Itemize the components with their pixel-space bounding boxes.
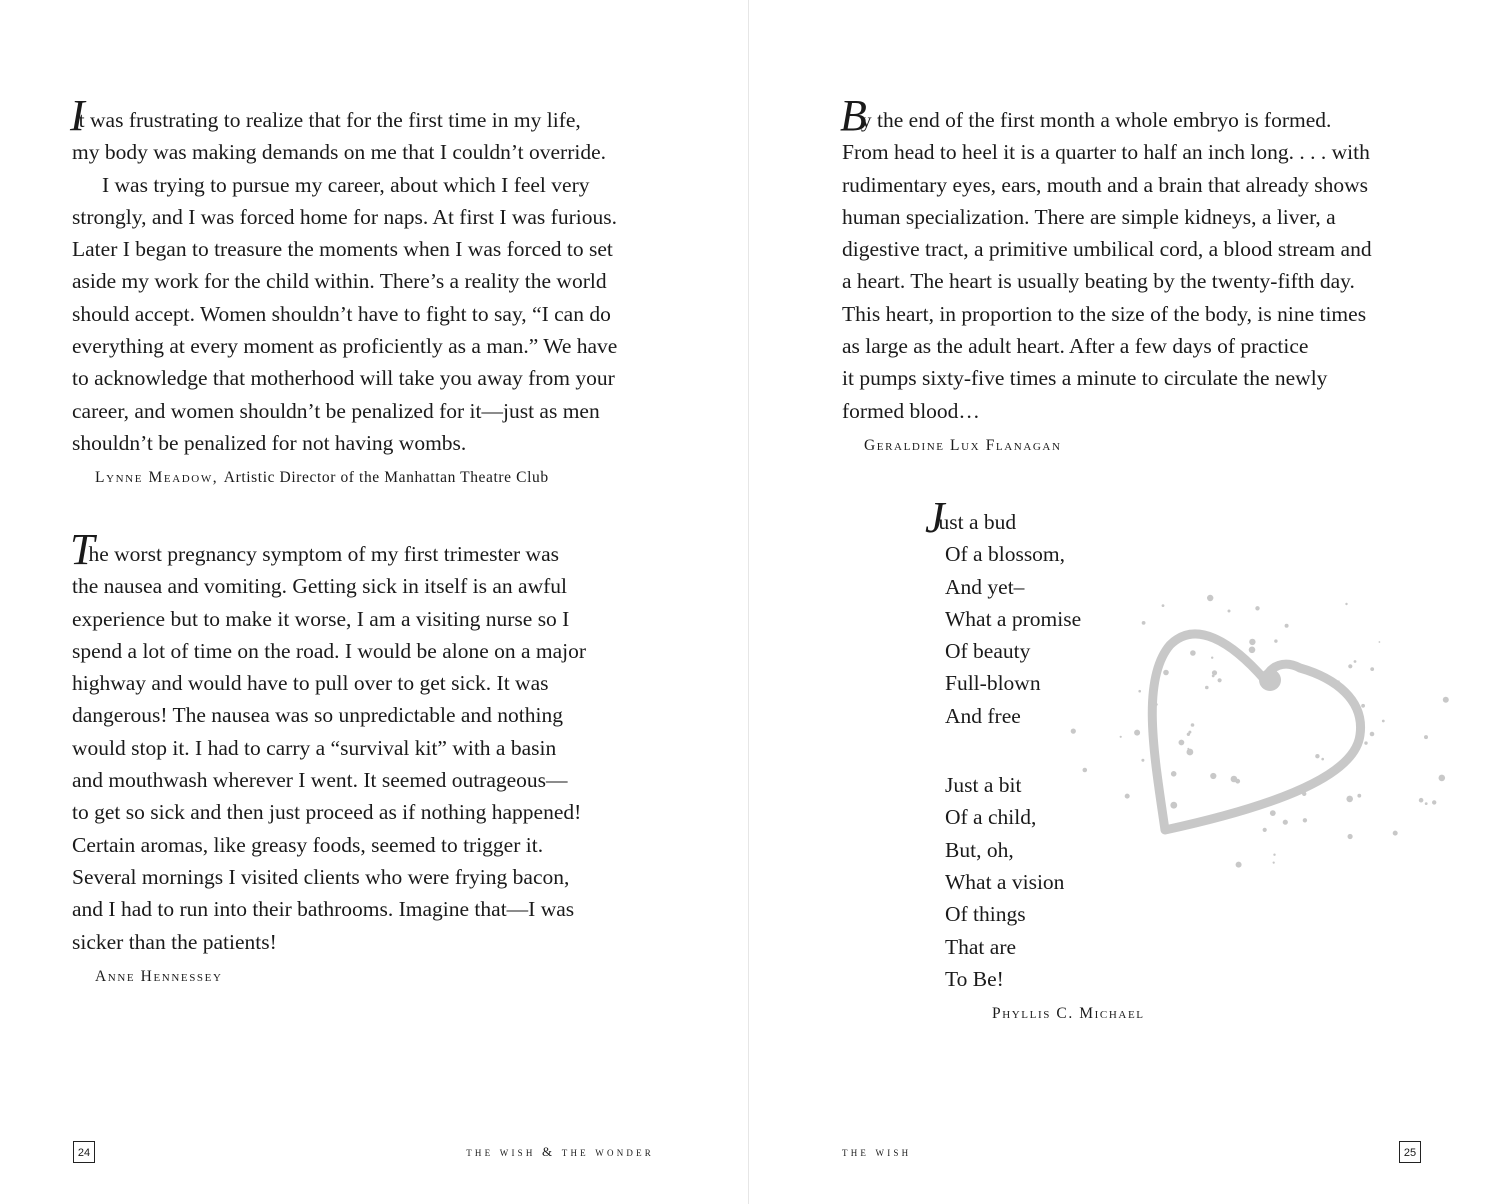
splatter-dot xyxy=(1163,670,1169,676)
poem-line xyxy=(945,538,1081,570)
splatter-dot xyxy=(1364,741,1367,744)
splatter-dot xyxy=(1138,690,1141,693)
poem-line-content: That are xyxy=(945,934,1017,959)
author-name: Lynne Meadow, xyxy=(95,469,219,486)
poem-line-content: Full-blown xyxy=(945,671,1041,696)
attribution-meadow xyxy=(95,469,549,487)
attribution-hennessey xyxy=(95,968,223,986)
text-line xyxy=(72,635,586,667)
splatter-dot xyxy=(1125,794,1130,799)
text-line-content: as large as the adult heart. After a few days of practice xyxy=(842,334,1309,359)
poem-line: Just a bud xyxy=(925,493,1017,542)
text-line xyxy=(72,427,617,459)
text-line-content: From head to heel it is a quarter to half an inch long. . . . with xyxy=(842,140,1370,165)
splatter-dot xyxy=(1346,796,1353,803)
text-line xyxy=(842,298,1372,330)
poem-line xyxy=(945,898,1081,930)
splatter-dot xyxy=(1357,794,1361,798)
text-line-content: rudimentary eyes, ears, mouth and a brain that already shows xyxy=(842,172,1368,197)
poem-line xyxy=(945,635,1081,667)
text-line: The worst pregnancy symptom of my first trimester was xyxy=(70,525,559,574)
text-line-content: shouldn’t be penalized for not having wombs. xyxy=(72,430,467,455)
text-line xyxy=(842,201,1372,233)
splatter-dot xyxy=(1348,834,1353,839)
splatter-dot xyxy=(1179,740,1185,746)
heart-illustration-icon xyxy=(1070,560,1450,900)
stanza-break xyxy=(945,732,1081,769)
splatter-dot xyxy=(1171,771,1177,777)
text-line xyxy=(842,233,1372,265)
splatter-dot xyxy=(1255,606,1259,610)
text-line-content: Several mornings I visited clients who were frying bacon, xyxy=(72,864,570,889)
poem-line-content: What a promise xyxy=(945,606,1082,631)
poem-line xyxy=(945,603,1081,635)
splatter-dot xyxy=(1205,686,1209,690)
text-line-content: experience but to make it worse, I am a visiting nurse so I xyxy=(72,606,570,631)
text-line: It was frustrating to realize that for the first time in my life, xyxy=(70,91,581,140)
text-line xyxy=(72,699,586,731)
author-name: Phyllis C. Michael xyxy=(992,1005,1145,1022)
poem-line xyxy=(945,667,1081,699)
splatter-dot xyxy=(1120,736,1122,738)
splatter-dot xyxy=(1190,650,1196,656)
text-line xyxy=(72,233,617,265)
splatter-dot xyxy=(1315,754,1319,758)
splatter-dot xyxy=(1273,854,1275,856)
poem-line-content: Just a bit xyxy=(945,773,1022,798)
poem-line-content: Of beauty xyxy=(945,639,1031,664)
poem-line-content: ust a bud xyxy=(938,510,1017,534)
text-line xyxy=(72,201,617,233)
poem-line-content: Of a child, xyxy=(945,805,1037,830)
splatter-dot xyxy=(1354,660,1357,663)
page-number: 24 xyxy=(73,1141,95,1163)
text-line-content: spend a lot of time on the road. I would be alone on a major xyxy=(72,638,587,663)
poem-line-content: And yet– xyxy=(945,574,1025,599)
poem-line-content: What a vision xyxy=(945,869,1065,894)
attribution-flanagan xyxy=(864,437,1062,455)
text-line-content: y the end of the first month a whole embryo is formed. xyxy=(860,108,1332,132)
splatter-dot xyxy=(1273,862,1275,864)
splatter-dot xyxy=(1439,775,1446,782)
splatter-dot xyxy=(1424,735,1428,739)
splatter-dot xyxy=(1187,733,1190,736)
splatter-dot xyxy=(1071,729,1076,734)
splatter-dot xyxy=(1379,641,1381,643)
splatter-dot xyxy=(1249,647,1256,654)
poem-line xyxy=(945,834,1081,866)
splatter-dot xyxy=(1142,621,1146,625)
text-line xyxy=(842,330,1372,362)
splatter-dot xyxy=(1274,639,1277,642)
splatter-dot xyxy=(1263,828,1267,832)
poem-line xyxy=(945,801,1081,833)
text-line-content: would stop it. I had to carry a “survival kit” with a basin xyxy=(72,735,557,760)
splatter-dot xyxy=(1228,610,1231,613)
text-line-content: This heart, in proportion to the size of the body, is nine times xyxy=(842,301,1367,326)
text-line-content: career, and women shouldn’t be penalized for it—just as men xyxy=(72,398,600,423)
running-head: the wish & the wonder xyxy=(466,1144,654,1159)
poem-line xyxy=(945,963,1081,995)
text-line xyxy=(72,732,586,764)
text-line-content: highway and would have to pull over to get sick. It was xyxy=(72,671,549,696)
text-line-content: and I had to run into their bathrooms. Imagine that—I was xyxy=(72,897,575,922)
text-line xyxy=(72,796,586,828)
text-line xyxy=(72,667,586,699)
splatter-dot xyxy=(1236,862,1242,868)
text-line-content: formed blood… xyxy=(842,398,980,423)
text-line-content: my body was making demands on me that I couldn’t override. xyxy=(72,140,607,165)
text-line-content: should accept. Women shouldn’t have to fight to say, “I can do xyxy=(72,301,611,326)
splatter-dot xyxy=(1321,758,1324,761)
splatter-dot xyxy=(1348,664,1352,668)
author-name: Anne Hennessey xyxy=(95,968,223,985)
text-line xyxy=(842,395,1372,427)
poem-line-content: Of a blossom, xyxy=(945,542,1066,567)
text-line xyxy=(72,265,617,297)
splatter-dot xyxy=(1162,604,1165,607)
text-line-content: the nausea and vomiting. Getting sick in itself is an awful xyxy=(72,574,567,599)
splatter-dot xyxy=(1218,678,1222,682)
text-line-content: I was trying to pursue my career, about which I feel very xyxy=(102,172,590,197)
splatter-dot xyxy=(1283,820,1288,825)
splatter-dot xyxy=(1083,768,1088,773)
text-line-content: everything at every moment as proficiently as a man.” We have xyxy=(72,334,618,359)
text-line-content: Certain aromas, like greasy foods, seemed to trigger it. xyxy=(72,832,544,857)
text-line xyxy=(72,362,617,394)
text-line-content: to acknowledge that motherhood will take you away from your xyxy=(72,366,615,391)
poem-line-content: And free xyxy=(945,703,1021,728)
splatter-dot xyxy=(1170,802,1177,809)
text-line-content: aside my work for the child within. There’s a reality the world xyxy=(72,269,607,294)
splatter-dot xyxy=(1345,603,1347,605)
splatter-dot xyxy=(1370,667,1374,671)
author-name: Geraldine Lux Flanagan xyxy=(864,437,1062,454)
text-line-content: dangerous! The nausea was so unpredictable and nothing xyxy=(72,703,563,728)
attribution-michael xyxy=(992,1005,1145,1023)
splatter-dot xyxy=(1432,800,1436,804)
poem-line xyxy=(945,571,1081,603)
text-line xyxy=(842,136,1372,168)
poem-line-content: To Be! xyxy=(945,966,1004,991)
running-head: the wish xyxy=(842,1144,912,1159)
text-line-content: Later I began to treasure the moments when I was forced to set xyxy=(72,237,613,262)
poem-line xyxy=(945,769,1081,801)
text-line xyxy=(842,169,1372,201)
splatter-dot xyxy=(1134,730,1140,736)
text-line-content: human specialization. There are simple kidneys, a liver, a xyxy=(842,204,1336,229)
text-line xyxy=(72,893,586,925)
splatter-dot xyxy=(1303,818,1307,822)
text-line xyxy=(72,570,586,602)
author-role: Artistic Director of the Manhattan Theatre Club xyxy=(223,469,549,486)
splatter-dot xyxy=(1425,802,1428,805)
splatter-dot xyxy=(1187,749,1194,756)
splatter-dot xyxy=(1141,759,1144,762)
poem-line-content: But, oh, xyxy=(945,837,1014,862)
page-number: 25 xyxy=(1399,1141,1421,1163)
text-line xyxy=(72,829,586,861)
text-line-content: sicker than the patients! xyxy=(72,929,277,954)
passage-hennessey xyxy=(70,525,587,958)
text-line: By the end of the first month a whole embryo is formed. xyxy=(840,91,1332,140)
text-line-content: strongly, and I was forced home for naps. At first I was furious. xyxy=(72,204,617,229)
text-line-content: digestive tract, a primitive umbilical cord, a blood stream and xyxy=(842,237,1372,262)
splatter-dot xyxy=(1207,595,1213,601)
text-line xyxy=(72,861,586,893)
text-line xyxy=(72,136,617,168)
poem-line-content: Of things xyxy=(945,902,1026,927)
splatter-dot xyxy=(1443,697,1449,703)
poem-line xyxy=(945,931,1081,963)
splatter-dot xyxy=(1382,720,1385,723)
text-line-content: a heart. The heart is usually beating by the twenty-fifth day. xyxy=(842,269,1355,294)
splatter-dot xyxy=(1210,773,1216,779)
splatter-dot xyxy=(1393,831,1398,836)
text-line-content: t was frustrating to realize that for the first time in my life, xyxy=(78,108,581,132)
poem-line xyxy=(945,866,1081,898)
splatter-dot xyxy=(1249,639,1255,645)
splatter-dot xyxy=(1419,798,1424,803)
text-line-content: he worst pregnancy symptom of my first trimester was xyxy=(88,542,559,566)
poem-just-a-bud xyxy=(925,493,1082,995)
text-line xyxy=(842,362,1372,394)
text-line xyxy=(72,330,617,362)
text-line xyxy=(72,298,617,330)
text-line-content: it pumps sixty-five times a minute to circulate the newly xyxy=(842,366,1328,391)
text-line xyxy=(842,265,1372,297)
text-line xyxy=(72,926,586,958)
splatter-dot xyxy=(1231,776,1238,783)
splatter-dot xyxy=(1361,704,1365,708)
text-line-content: and mouthwash wherever I went. It seemed outrageous— xyxy=(72,768,568,793)
passage-flanagan xyxy=(840,91,1372,427)
splatter-dot xyxy=(1270,810,1276,816)
splatter-dot xyxy=(1211,657,1213,659)
splatter-dot xyxy=(1285,624,1289,628)
text-line xyxy=(72,603,586,635)
text-line xyxy=(72,764,586,796)
passage-meadow xyxy=(70,91,618,459)
text-line xyxy=(72,395,617,427)
splatter-dot xyxy=(1370,732,1375,737)
text-line-content: to get so sick and then just proceed as if nothing happened! xyxy=(72,800,582,825)
text-line xyxy=(72,169,617,201)
splatter-dot xyxy=(1212,670,1217,675)
left-page xyxy=(0,0,749,1204)
splatter-dot xyxy=(1191,723,1195,727)
poem-line xyxy=(945,700,1081,732)
